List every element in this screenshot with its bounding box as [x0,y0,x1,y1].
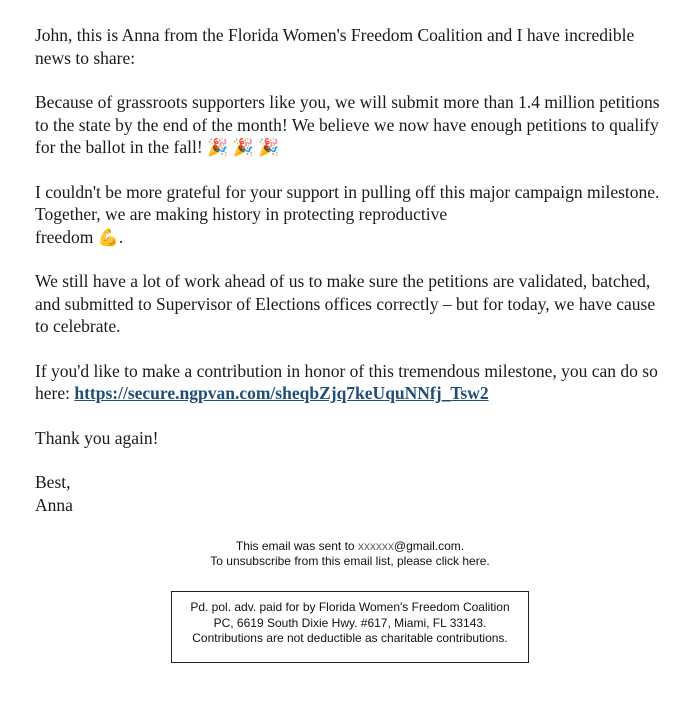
contribution-paragraph [35,360,667,405]
gratitude-text: I couldn't be more grateful for your support in pulling off this major campaign milestone. Together, we are making history in protecting reproductive [35,181,660,224]
petitions-paragraph [35,91,667,159]
email-body [35,24,667,516]
donation-link[interactable]: https://secure.ngpvan.com/sheqbZjq7keUquNNfj_Tsw2 [74,383,489,403]
petitions-text: Because of grassroots supporters like you, we will submit more than 1.4 million petitions to the state by the end of the month! We believe we now have enough petitions to qualify for the ballot in the fall! [35,92,660,157]
disclaimer-line-3: Contributions are not deductible as charitable contributions. [192,631,508,645]
party-popper-icon: 🎉 [258,138,280,158]
party-popper-icon: 🎉 [232,138,254,158]
email-footer [0,539,700,569]
thanks-line: Thank you again! [35,427,159,448]
contribution-text: If you'd like to make a contribution in honor of this tremendous milestone, you can do so here: [35,360,658,403]
signature-line: Anna [35,494,73,515]
gratitude-paragraph [35,181,667,249]
signoff-line: Best, [35,472,71,492]
gratitude-text-end: freedom [35,226,94,247]
unsubscribe-link[interactable]: To unsubscribe from this email list, please click here. [210,554,490,568]
sent-to-line: This email was sent to xxxxxx@gmail.com. [235,539,465,553]
disclaimer-line-1: Pd. pol. adv. paid for by Florida Women's Freedom Coalition [190,600,510,614]
disclaimer-line-2: PC, 6619 South Dixie Hwy. #617, Miami, FL 33143. [213,615,487,630]
party-popper-icon: 🎉 [207,138,229,158]
paid-for-disclaimer-box [171,591,529,663]
masked-email: xxxxxx [357,539,394,553]
work-ahead-paragraph: We still have a lot of work ahead of us to make sure the petitions are validated, batched, and submitted to Supervisor of Elections offices correctly – but for today, we have cause to celebrate. [35,271,656,336]
gratitude-period: . [118,226,124,247]
greeting-paragraph: John, this is Anna from the Florida Women's Freedom Coalition and I have incredible news to share: [35,25,635,68]
flexed-biceps-icon: 💪 [97,227,119,248]
